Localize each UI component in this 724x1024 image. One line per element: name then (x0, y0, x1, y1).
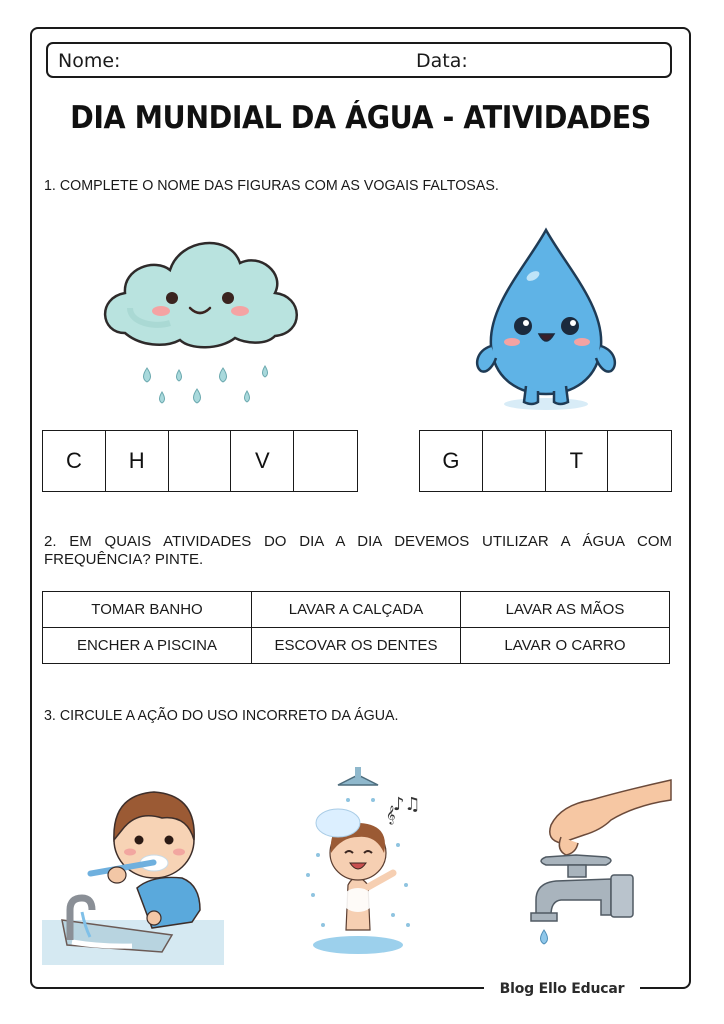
table-row (43, 628, 670, 664)
question-1-prompt: 1. COMPLETE O NOME DAS FIGURAS COM AS VOGAIS FALTOSAS. (44, 177, 499, 194)
letter-boxes-drop (419, 430, 672, 492)
letter-boxes-cloud (42, 430, 358, 492)
letter-box[interactable]: C (43, 431, 106, 491)
letter-box[interactable] (608, 431, 671, 491)
table-row (43, 592, 670, 628)
name-label: Nome: (58, 50, 121, 72)
activity-cell[interactable]: ESCOVAR OS DENTES (252, 628, 461, 664)
letter-box[interactable]: G (420, 431, 483, 491)
activity-cell[interactable]: LAVAR AS MÃOS (461, 592, 670, 628)
letter-box[interactable] (294, 431, 357, 491)
activity-cell[interactable]: LAVAR O CARRO (461, 628, 670, 664)
boy-singing-in-shower-image[interactable] (298, 765, 443, 960)
cloud-illustration (95, 228, 305, 413)
svg-text:𝄞: 𝄞 (386, 805, 396, 824)
question-2-prompt: 2. EM QUAIS ATIVIDADES DO DIA A DIA DEVEMOS UTILIZAR A ÁGUA COM FREQUÊNCIA? PINTE. (44, 533, 672, 568)
svg-text:♪♫: ♪♫ (393, 794, 421, 815)
activity-cell[interactable]: ENCHER A PISCINA (43, 628, 252, 664)
activity-cell[interactable]: TOMAR BANHO (43, 592, 252, 628)
page-title: DIA MUNDIAL DA ÁGUA - ATIVIDADES (70, 100, 651, 136)
letter-box[interactable]: T (546, 431, 609, 491)
date-label: Data: (416, 50, 468, 72)
letter-box[interactable]: V (231, 431, 294, 491)
name-date-box (46, 42, 672, 78)
letter-box[interactable] (169, 431, 232, 491)
footer-brand: Blog Ello Educar (499, 981, 625, 997)
activities-table (42, 591, 670, 664)
letter-box[interactable]: H (106, 431, 169, 491)
activity-cell[interactable]: LAVAR A CALÇADA (252, 592, 461, 628)
boy-brushing-teeth-image[interactable] (42, 770, 224, 965)
water-drop-illustration (466, 226, 626, 416)
hand-closing-faucet-image[interactable] (506, 775, 676, 960)
letter-box[interactable] (483, 431, 546, 491)
question-3-prompt: 3. CIRCULE A AÇÃO DO USO INCORRETO DA ÁGUA. (44, 707, 399, 724)
